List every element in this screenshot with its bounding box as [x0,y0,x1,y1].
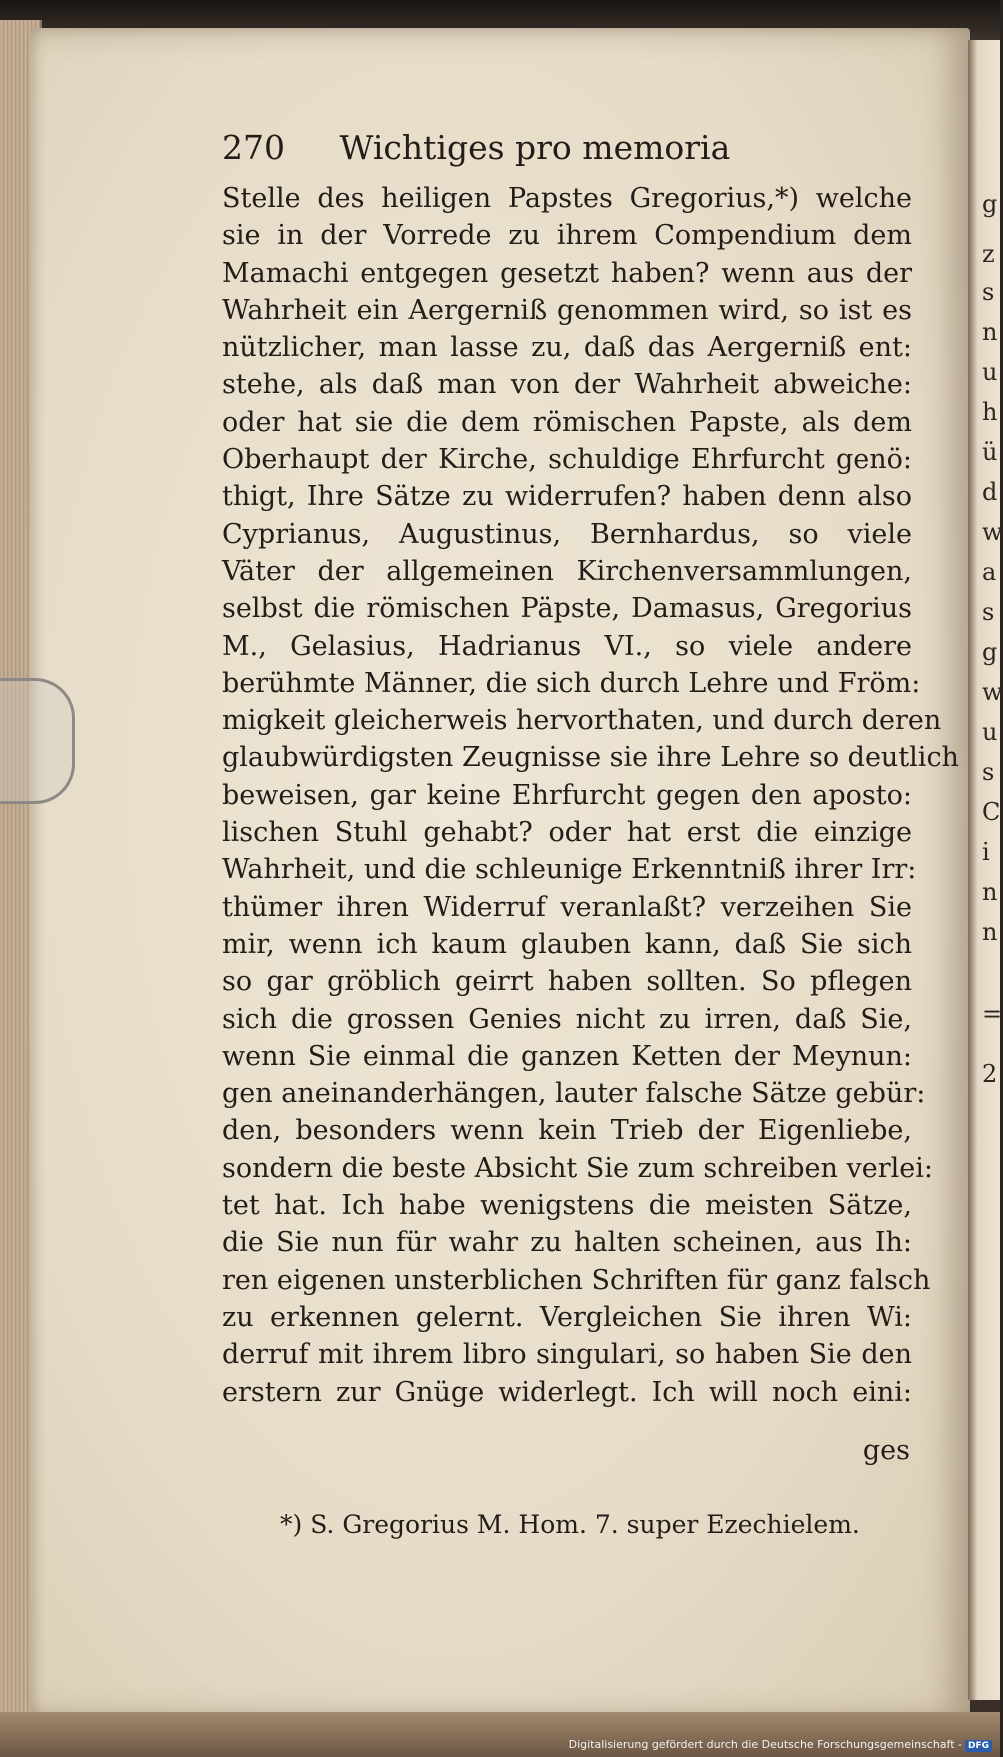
running-header [222,126,782,170]
next-page-fragment: 2 [982,1060,998,1088]
running-head-title: Wichtiges pro memoria [339,128,731,167]
text-line: nützlicher, man lasse zu, daß das Aergerniß ent: [222,332,912,364]
text-line: gen aneinanderhängen, lauter falsche Sätze gebür: [222,1078,926,1110]
text-line: stehe, als daß man von der Wahrheit abweiche: [222,369,912,401]
next-page-fragment: g [982,638,998,666]
page-clip-icon [0,678,75,804]
text-line: oder hat sie die dem römischen Papste, als dem [222,406,912,438]
text-line: berühmte Männer, die sich durch Lehre und Fröm: [222,667,921,699]
next-page-fragment: C [982,798,1001,826]
text-line: tet hat. Ich habe wenigstens die meisten Sätze, [222,1190,912,1222]
next-page-fragment: n [982,878,998,906]
text-line: wenn Sie einmal die ganzen Ketten der Meynun: [222,1040,912,1072]
text-line: selbst die römischen Päpste, Damasus, Gregorius [222,593,912,625]
text-line: erstern zur Gnüge widerlegt. Ich will noch eini: [222,1376,912,1408]
text-line: thümer ihren Widerruf veranlaßt? verzeihen Sie [222,891,912,923]
text-line: Cyprianus, Augustinus, Bernhardus, so viele [222,518,912,550]
next-page-fragment: h [982,398,998,426]
text-line: Wahrheit ein Aergerniß genommen wird, so ist es [222,294,912,326]
text-line: ren eigenen unsterblichen Schriften für ganz falsch [222,1264,931,1296]
text-line: Oberhaupt der Kirche, schuldige Ehrfurcht genö: [222,444,912,476]
next-page-fragment: s [982,758,995,786]
footnote: *) S. Gregorius M. Hom. 7. super Ezechielem. [280,1510,860,1539]
page-number: 270 [222,128,285,167]
text-line: zu erkennen gelernt. Vergleichen Sie ihren Wi: [222,1301,912,1333]
text-line: beweisen, gar keine Ehrfurcht gegen den aposto: [222,779,912,811]
next-page-fragment: w [982,518,1003,546]
text-line: Wahrheit, und die schleunige Erkenntniß ihrer Irr: [222,854,917,886]
dfg-logo-icon: DFG [965,1740,992,1752]
next-page-fragment: = [982,1000,1003,1028]
digitization-credit-text: Digitalisierung gefördert durch die Deutsche Forschungsgemeinschaft - [568,1738,962,1751]
text-line: sie in der Vorrede zu ihrem Compendium dem [222,220,912,252]
next-page-fragment: g [982,190,998,218]
text-line: thigt, Ihre Sätze zu widerrufen? haben denn also [222,481,912,513]
text-line: so gar gröblich geirrt haben sollten. So pflegen [222,966,912,998]
text-line: Stelle des heiligen Papstes Gregorius,*) welche [222,183,912,214]
digitization-credit [569,1738,992,1752]
next-page-fragment: n [982,318,998,346]
next-page-fragment: i [982,838,990,866]
text-line: sich die grossen Genies nicht zu irren, daß Sie, [222,1003,912,1035]
text-line: die Sie nun für wahr zu halten scheinen, aus Ih: [222,1227,912,1259]
text-line: derruf mit ihrem libro singulari, so haben Sie den [222,1339,912,1371]
next-page-fragment: u [982,718,998,746]
next-page-fragment: z [982,240,995,268]
next-page-fragment: d [982,478,998,506]
next-page-fragment: w [982,678,1003,706]
text-line: Mamachi entgegen gesetzt haben? wenn aus der [222,257,912,289]
next-page-fragment: s [982,598,995,626]
next-page-fragment: ü [982,438,998,466]
next-page-edge [968,40,1003,1700]
text-line: sondern die beste Absicht Sie zum schreiben verlei: [222,1152,933,1184]
text-line: glaubwürdigsten Zeugnisse sie ihre Lehre so deutlich [222,742,959,774]
next-page-fragment: u [982,358,998,386]
next-page-fragment: s [982,278,995,306]
page-body-text [222,180,959,1411]
catchword: ges [862,1435,910,1466]
next-page-fragment: n [982,918,998,946]
next-page-fragment: a [982,558,997,586]
text-line: mir, wenn ich kaum glauben kann, daß Sie sich [222,928,912,960]
text-line: den, besonders wenn kein Trieb der Eigenliebe, [222,1115,912,1147]
text-line: Väter der allgemeinen Kirchenversammlungen, [222,555,912,587]
text-line: migkeit gleicherweis hervorthaten, und durch deren [222,705,942,737]
text-line: M., Gelasius, Hadrianus VI., so viele andere [222,630,912,662]
text-line: lischen Stuhl gehabt? oder hat erst die einzige [222,817,912,849]
